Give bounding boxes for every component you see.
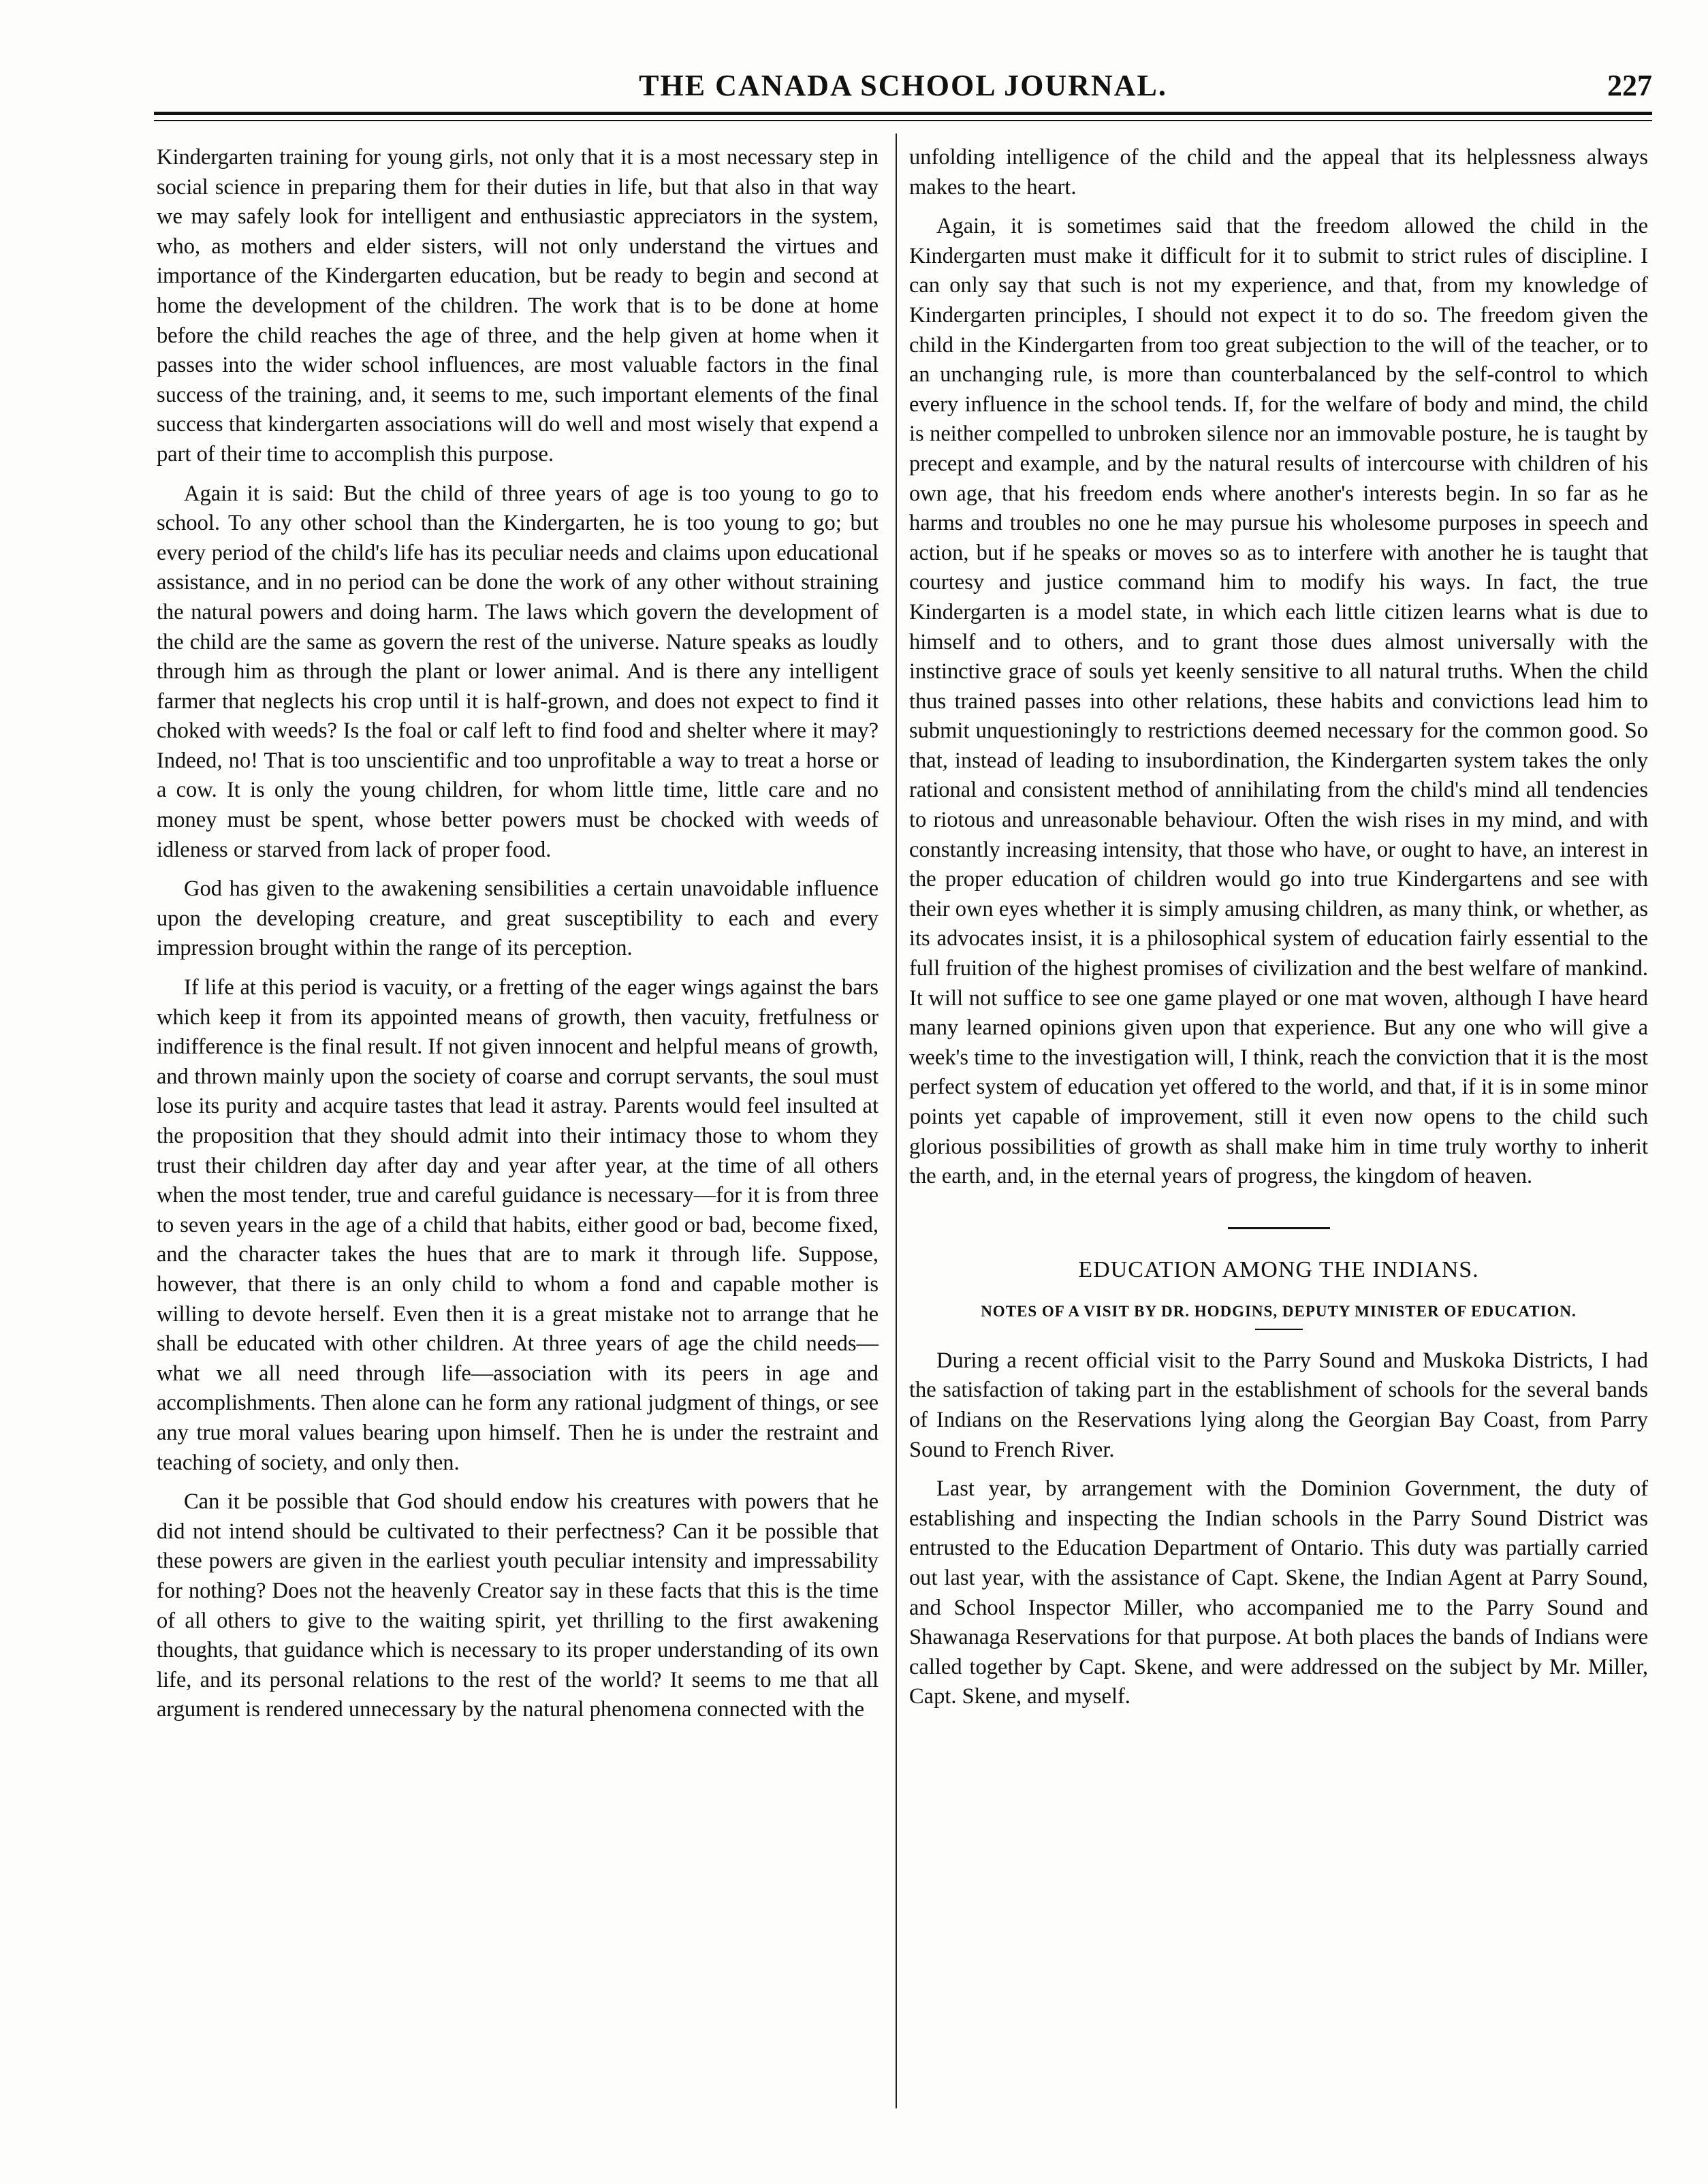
left-paragraph-3: God has given to the awakening sensibilities a certain unavoidable influence upon the developing creature, and great susceptibility to each and every impression brought within the range of its perception. bbox=[157, 876, 879, 961]
header-rule-thin bbox=[154, 120, 1652, 121]
left-column bbox=[157, 143, 879, 1735]
left-paragraph-5: Can it be possible that God should endow his creatures with powers that he did not intend should be cultivated to their perfectness? Can it be possible that these powers are given in the earliest youth peculiar intensity and impressability for nothing? Does not the heavenly Creator say in these facts that this is the time of all others to give to the waiting spirit, yet thrilling to the first awakening thoughts, that guidance which is necessary to its proper understanding of its own life, and its personal relations to the rest of the world? It seems to me that all argument is rendered unnecessary by the natural phenomena connected with the bbox=[157, 1489, 879, 1722]
subheading-rule bbox=[1255, 1329, 1303, 1330]
left-paragraph-1: Kindergarten training for young girls, not only that it is a most necessary step in social science in preparing them for their duties in life, but that also in that way we may safely look for intelligent and enthusiastic appreciators in the system, who, as mothers and elder sisters, will not only understand the virtues and importance of the Kindergarten education, but be ready to begin and second at home the development of the children. The work that is to be done at home before the child reaches the age of three, and the help given at home when it passes into the wider school influences, are most valuable factors in the final success of the training, and, it seems to me, such important elements of the final success that kindergarten associations will do well and most wisely that expend a part of their time to accomplish this purpose. bbox=[157, 145, 879, 466]
running-head bbox=[154, 65, 1652, 106]
section-separator-rule bbox=[1228, 1227, 1330, 1229]
column-divider bbox=[896, 133, 897, 2108]
page-number: 227 bbox=[1607, 69, 1652, 102]
journal-title: THE CANADA SCHOOL JOURNAL. bbox=[639, 69, 1167, 102]
right-paragraph-1: Again, it is sometimes said that the freedom allowed the child in the Kindergarten must make it difficult for it to submit to strict rules of discipline. I can only say that such is not my experience, and that, from my knowledge of Kindergarten principles, I should not expect it to do so. The freedom given the child in the Kindergarten from too great subjection to the will of the teacher, or to an unchanging rule, is more than counterbalanced by the self-control to which every influence in the school tends. If, for the welfare of body and mind, the child is neither compelled to unbroken silence nor an immovable posture, he is taught by precept and example, and by the natural results of intercourse with children of his own age, that his freedom ends where another's interests begin. In so far as he harms and troubles no one he may pursue his wholesome purposes in speech and action, but if he speaks or moves so as to interfere with another he is taught that courtesy and justice command him to modify his ways. In fact, the true Kindergarten is a model state, in which each little citizen learns what is due to himself and to others, and to grant those dues almost universally with the instinctive grace of souls yet keenly sensitive to all natural truths. When the child thus trained passes into other relations, these habits and convictions lead him to submit unquestioningly to restrictions deemed necessary for the common good. So that, instead of leading to insubordination, the Kindergarten system takes the only rational and consistent method of annihilating from the child's mind all tendencies to riotous and unreasonable behaviour. Often the wish rises in my mind, and with constantly increasing intensity, that those who have, or ought to have, an interest in the proper education of children would go into true Kindergartens and see with their own eyes whether it is simply amusing children, as many think, or whether, as its advocates insist, it is a philosophical system of education fairly essential to the full fruition of the highest promises of civilization and the best welfare of mankind. It will not suffice to see one game played or one mat woven, although I have heard many learned opinions given upon that experience. But any one who will give a week's time to the investigation will, I think, reach the conviction that it is the most perfect system of education yet offered to the world, and that, if it is in some minor points yet capable of improvement, still it even now opens to the child such glorious possibilities of growth as shall make him in time truly worthy to inherit the earth, and, in the eternal years of progress, the kingdom of heaven. bbox=[909, 214, 1648, 1189]
header-rule-thick bbox=[154, 112, 1652, 115]
section-paragraph-1: During a recent official visit to the Parry Sound and Muskoka Districts, I had the satisfaction of taking part in the establishment of schools for the several bands of Indians on the Reservations lying along the Georgian Bay Coast, from Parry Sound to French River. bbox=[909, 1348, 1648, 1462]
left-paragraph-2: Again it is said: But the child of three years of age is too young to go to school. To any other school than the Kindergarten, he is too young to go; but every period of the child's life has its peculiar needs and claims upon educational assistance, and in no period can be done the work of any other without straining the natural powers and doing harm. The laws which govern the development of the child are the same as govern the rest of the universe. Nature speaks as loudly through him as through the plant or lower animal. And is there any intelligent farmer that neglects his crop until it is half-grown, and does not expect to find it choked with weeds? Is the foal or calf left to find food and shelter where it may? Indeed, no! That is too unscientific and too unprofitable a way to treat a horse or a cow. It is only the young children, for whom little time, little care and no money must be spent, whose better powers must be chocked with weeds of idleness or starved from lack of proper food. bbox=[157, 481, 879, 862]
section-subheading: NOTES OF A VISIT BY DR. HODGINS, DEPUTY MINISTER OF EDUCATION. bbox=[981, 1302, 1577, 1320]
section-heading: EDUCATION AMONG THE INDIANS. bbox=[1078, 1256, 1479, 1282]
right-continuation-paragraph: unfolding intelligence of the child and the appeal that its helplessness always makes to the heart. bbox=[909, 145, 1648, 200]
left-paragraph-4: If life at this period is vacuity, or a fretting of the eager wings against the bars which keep it from its appointed means of growth, then vacuity, fretfulness or indifference is the final result. If not given innocent and helpful means of growth, and thrown mainly upon the society of coarse and corrupt servants, the soul must lose its purity and acquire tastes that lead it astray. Parents would feel insulted at the proposition that they should admit into their intimacy those to whom they trust their children day after day and year after year, at the time of all others when the most tender, true and careful guidance is necessary—for it is from three to seven years in the age of a child that habits, either good or bad, become fixed, and the character takes the hues that are to mark it through life. Suppose, however, that there is an only child to whom a fond and capable mother is willing to devote herself. Even then it is a great mistake not to arrange that he shall be educated with other children. At three years of age the child needs—what we all need through life—association with its peers in age and accomplishments. Then alone can he form any rational judgment of things, or see any true moral values bearing upon himself. Then he is under the restraint and teaching of society, and only then. bbox=[157, 975, 879, 1475]
right-column bbox=[909, 143, 1648, 1722]
section-paragraph-2: Last year, by arrangement with the Dominion Government, the duty of establishing and inspecting the Indian schools in the Parry Sound District was entrusted to the Education Department of Ontario. This duty was partially carried out last year, with the assistance of Capt. Skene, the Indian Agent at Parry Sound, and School Inspector Miller, who accompanied me to the Parry Sound and Shawanaga Reservations for that purpose. At both places the bands of Indians were called together by Capt. Skene, and were addressed on the subject by Mr. Miller, Capt. Skene, and myself. bbox=[909, 1476, 1648, 1709]
